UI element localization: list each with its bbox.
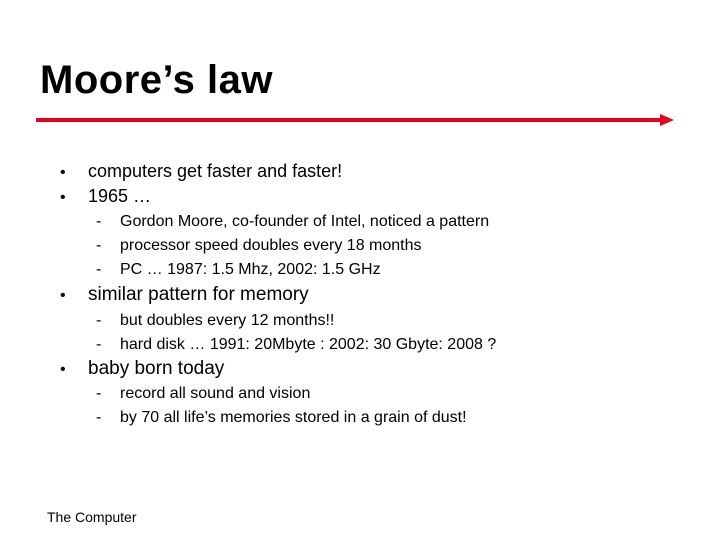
sub-item bbox=[96, 310, 334, 332]
sub-text: PC … 1987: 1.5 Mhz, 2002: 1.5 GHz bbox=[120, 261, 381, 278]
sub-text: Gordon Moore, co-founder of Intel, noticed a pattern bbox=[120, 213, 490, 230]
bullet-item bbox=[56, 284, 309, 307]
sub-dash: - bbox=[96, 213, 102, 230]
sub-dash: - bbox=[96, 261, 102, 278]
bullet-marker: • bbox=[60, 287, 66, 304]
bullet-item bbox=[56, 358, 224, 381]
sub-text: hard disk … 1991: 20Mbyte : 2002: 30 Gbyte: 2008 ? bbox=[120, 336, 497, 353]
bullet-item bbox=[56, 185, 151, 209]
sub-text: but doubles every 12 months!! bbox=[120, 312, 335, 329]
slide-footer: The Computer bbox=[47, 509, 137, 525]
sub-dash: - bbox=[96, 385, 102, 402]
sub-item bbox=[96, 334, 496, 356]
sub-dash: - bbox=[96, 312, 102, 329]
sub-item bbox=[96, 259, 381, 281]
bullet-text: similar pattern for memory bbox=[88, 284, 309, 305]
sub-item bbox=[96, 407, 467, 429]
sub-dash: - bbox=[96, 237, 102, 254]
arrowhead bbox=[660, 114, 674, 126]
sub-text: by 70 all life’s memories stored in a grain of dust! bbox=[120, 409, 467, 426]
title-underline-arrow bbox=[36, 112, 676, 128]
sub-text: record all sound and vision bbox=[120, 385, 311, 402]
bullet-marker: • bbox=[60, 164, 66, 181]
sub-item bbox=[96, 235, 422, 257]
sub-dash: - bbox=[96, 409, 102, 426]
bullet-text: baby born today bbox=[88, 358, 225, 379]
sub-text: processor speed doubles every 18 months bbox=[120, 237, 422, 254]
bullet-marker: • bbox=[60, 189, 66, 206]
slide-title: Moore’s law bbox=[40, 58, 273, 102]
sub-item bbox=[96, 383, 310, 405]
bullet-text: 1965 … bbox=[88, 186, 152, 206]
sub-dash: - bbox=[96, 336, 102, 353]
bullet-marker: • bbox=[60, 361, 66, 378]
bullet-item bbox=[56, 160, 342, 184]
bullet-text: computers get faster and faster! bbox=[88, 161, 343, 181]
sub-item bbox=[96, 211, 489, 233]
